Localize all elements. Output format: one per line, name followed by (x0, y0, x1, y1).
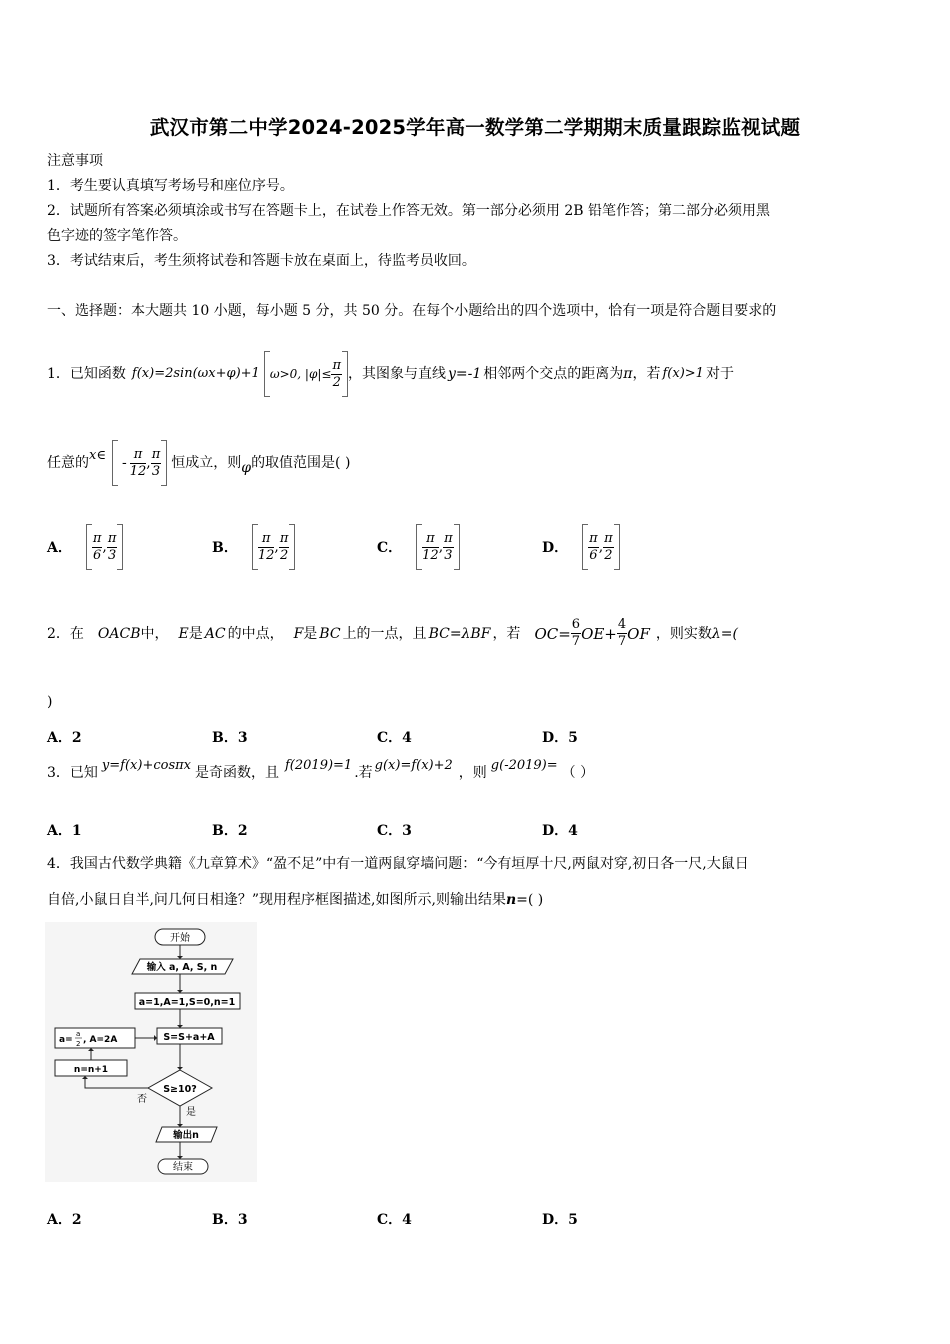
q3-number: 3． (47, 765, 70, 781)
q2-text-4: 的中点， (227, 625, 284, 642)
q1-option-a[interactable]: A． $\frac{\pi}{6}$ , $\frac{\pi}{3}$ (47, 524, 123, 570)
flow-a-num: a (76, 1030, 81, 1038)
q3-option-c-value: 3 (402, 823, 412, 839)
q4-option-d-label: D． (542, 1212, 569, 1228)
q1-a-d2: 3 (108, 547, 117, 563)
q1-option-b[interactable]: B． $\frac{\pi}{12}$ , $\frac{\pi}{2}$ (212, 524, 295, 570)
q1-b-n1: π (258, 531, 275, 548)
q2-close-paren: ) (47, 694, 53, 710)
q3-text-4: ，则 (458, 765, 487, 781)
flow-output-text: 输出n (173, 1130, 199, 1141)
q3-option-a[interactable] (47, 820, 82, 840)
q1-option-c-label: C． (377, 540, 403, 556)
q3-text-3: .若 (354, 765, 373, 781)
section-heading: 一、选择题：本大题共 10 小题，每小题 5 分，共 50 分。在每个小题给出的四个选项中，恰有一项是符合题目要求的 (47, 303, 777, 319)
q2-text-3: 是 (188, 625, 203, 642)
q1-c-n1: π (422, 531, 439, 548)
q2-option-a[interactable] (47, 727, 82, 747)
q3-option-c[interactable] (377, 820, 412, 840)
q1-d-n1: π (589, 530, 598, 546)
q3-text-2: 是奇函数，且 (195, 765, 279, 781)
q1-number: 1． (47, 366, 70, 382)
q4-option-d-value: 5 (568, 1212, 578, 1228)
q1-frac-den-3: 3 (151, 463, 161, 479)
flow-n-text: n=n+1 (73, 1065, 109, 1075)
q1-option-c[interactable]: C． $\frac{\pi}{12}$ , $\frac{\pi}{3}$ (377, 524, 460, 570)
q1-pi-over-12 (130, 447, 147, 480)
q2-text-2: 中， (140, 625, 169, 642)
q4-line-1: 4．我国古代数学典籍《九章算术》“盈不足”中有一道两鼠穿墙问题：“今有垣厚十尺,两鼠对穿,初日各一尺,大鼠日 (47, 856, 749, 872)
q2-frac-7: 7 (571, 634, 581, 649)
q2-frac-4: 4 (617, 617, 627, 632)
flow-a-eq: a= (59, 1035, 73, 1045)
q2-frac-7b: 7 (617, 634, 627, 649)
q1-frac-den: 2 (332, 374, 341, 390)
question-2-line1 (47, 617, 738, 650)
q1-minus: - (121, 455, 127, 471)
q1-option-d-label: D． (542, 540, 569, 556)
q4-option-a-value: 2 (71, 1212, 82, 1228)
q3-option-d-value: 4 (568, 823, 578, 839)
q2-option-d[interactable] (542, 727, 578, 747)
q4-line-2b: =( ) (516, 892, 544, 908)
notice-item-2a: 2．试题所有答案必须填涂或书写在答题卡上，在试卷上作答无效。第一部分必须用 2B 铅笔作答；第二部分必须用黑 (47, 203, 770, 219)
q1-a-n2: π (107, 530, 117, 546)
page-title: 武汉市第二中学2024-2025学年高一数学第二学期期末质量跟踪监视试题 (149, 116, 801, 139)
q2-segment-bc: BC (319, 625, 341, 642)
question-1-line2: 任意的 x∈ - $\frac{\pi}{12}$ , $\frac{\pi}{3}$ 恒成立，则 φ 的取值范围是( ) (47, 440, 350, 486)
flow-a-den: 2 (76, 1040, 81, 1048)
q3-option-c-label: C． (377, 823, 403, 839)
flowchart (45, 922, 257, 1182)
q4-option-a[interactable] (47, 1209, 82, 1229)
q1-frac-den-2: 12 (129, 463, 147, 479)
q2-oc: OC= (534, 624, 571, 643)
q1-interval-bracket-right (161, 440, 167, 486)
q1-d-d2: 2 (604, 547, 613, 563)
q1-b-n2: π (279, 530, 289, 546)
q3-g: g(x)=f(x)+2 (374, 758, 453, 773)
q4-option-c[interactable] (377, 1209, 412, 1229)
notice-item-1: 1．考生要认真填写考场号和座位序号。 (47, 178, 294, 194)
q2-option-c[interactable] (377, 727, 412, 747)
q1-d-d1: 6 (589, 547, 598, 563)
notice-item-3: 3．考试结束后，考生须将试卷和答题卡放在桌面上，待监考员收回。 (47, 253, 476, 269)
q4-option-b[interactable] (212, 1209, 248, 1229)
q4-option-d[interactable] (542, 1209, 578, 1229)
q2-option-a-label: A． (47, 730, 72, 746)
q3-option-b-value: 2 (237, 823, 248, 839)
q2-option-d-value: 5 (568, 730, 578, 746)
q2-number: 2． (47, 625, 70, 642)
q1-text-5: 对于 (705, 366, 734, 382)
q2-text-8: ，则实数 (655, 625, 712, 642)
q1-text-4: ，若 (632, 366, 661, 382)
q4-option-c-value: 4 (402, 1212, 412, 1228)
flow-start-text: 开始 (170, 933, 190, 944)
q1-frac-num-3: π (151, 446, 161, 462)
question-3 (47, 758, 595, 782)
q2-option-b-label: B． (212, 730, 238, 746)
q1-c-n2: π (444, 530, 453, 546)
q1-d-n2: π (604, 530, 613, 546)
notice-item-2b: 色字迹的签字笔作答。 (47, 228, 187, 244)
q1-frac-num-2: π (130, 447, 147, 464)
q1-frac-num: π (332, 357, 342, 373)
q1-text-1: 已知函数 (69, 366, 126, 382)
q4-line-2 (47, 891, 543, 909)
q2-relation: BC=λBF (428, 625, 491, 642)
q1-a-n1: π (92, 530, 102, 546)
flow-yes-label: 是 (186, 1107, 196, 1118)
q3-expr: y=f(x)+cosπx (101, 758, 191, 773)
q1-line-eq: y=-1 (448, 366, 482, 382)
q1-text-8: 的取值范围是( ) (251, 455, 351, 471)
q3-answer-blank: （ ） (561, 765, 595, 781)
q4-option-b-value: 3 (237, 1212, 248, 1228)
q2-text-7: ，若 (492, 625, 521, 642)
q1-phi: φ (241, 460, 252, 476)
flow-input-text: 输入 a, A, S, n (146, 962, 218, 973)
q1-text-7: 恒成立，则 (171, 455, 242, 471)
question-1-line1 (47, 351, 734, 397)
q1-text-3: 相邻两个交点的距离为 (483, 366, 624, 382)
flow-init-text: a=1,A=1,S=0,n=1 (138, 997, 236, 1008)
q2-segment-ac: AC (204, 625, 226, 642)
q4-option-a-label: A． (47, 1212, 72, 1228)
notice-heading: 注意事项 (47, 153, 103, 169)
q3-text-1: 已知 (69, 765, 98, 781)
q1-b-d2: 2 (279, 547, 289, 563)
q1-c-d2: 3 (444, 547, 453, 563)
q2-option-c-value: 4 (402, 730, 412, 746)
q1-text-2: ，其图象与直线 (348, 366, 447, 382)
q1-pi-over-2 (331, 358, 342, 391)
q2-option-b[interactable] (212, 727, 248, 747)
q1-c-d1: 12 (422, 547, 439, 563)
q3-option-b[interactable] (212, 820, 248, 840)
q3-g-neg: g(-2019)= (490, 758, 558, 773)
flow-no-label: 否 (137, 1094, 147, 1105)
q3-option-a-label: A． (47, 823, 72, 839)
q1-b-d1: 12 (257, 547, 275, 563)
q2-oe: OE+ (581, 624, 617, 643)
q2-option-a-value: 2 (71, 730, 82, 746)
q1-interval-bracket-left (112, 440, 118, 486)
q2-text-6: 上的一点，且 (342, 625, 427, 642)
q2-point-f: F (293, 625, 304, 642)
q2-shape: OACB (97, 625, 141, 642)
flow-end-text: 结束 (173, 1162, 193, 1173)
q1-fx-gt-1: f(x)>1 (662, 366, 704, 381)
q2-text-5: 是 (303, 625, 318, 642)
q1-option-d[interactable]: D． $\frac{\pi}{6}$ , $\frac{\pi}{2}$ (542, 524, 620, 570)
q4-option-c-label: C． (377, 1212, 403, 1228)
q1-a-d1: 6 (93, 547, 102, 563)
q3-option-b-label: B． (212, 823, 238, 839)
q3-option-d[interactable] (542, 820, 578, 840)
q4-line-2a: 自倍,小鼠日自半,问几何日相逢？”现用程序框图描述,如图所示,则输出结果 (47, 892, 506, 908)
flow-s-text: S=S+a+A (163, 1032, 215, 1043)
q3-f2019: f(2019)=1 (285, 758, 353, 773)
q2-text-1: 在 (69, 625, 84, 642)
q2-lambda: λ=( (711, 625, 738, 642)
q2-point-e: E (178, 625, 189, 642)
q2-option-b-value: 3 (237, 730, 248, 746)
q1-pi-over-3 (151, 447, 162, 480)
q1-pi: π (623, 366, 633, 382)
q3-option-d-label: D． (542, 823, 569, 839)
q2-option-c-label: C． (377, 730, 403, 746)
q2-of: OF (627, 624, 650, 643)
q1-x-in: x∈ (89, 448, 106, 463)
q1-condition: ω>0, |φ|≤ (269, 367, 332, 381)
flow-cond-text: S≥10? (163, 1084, 197, 1095)
q2-option-d-label: D． (542, 730, 569, 746)
q1-option-a-label: A． (47, 540, 72, 556)
q1-function: f(x)=2sin(ωx+φ)+1 (131, 366, 260, 381)
q3-option-a-value: 1 (71, 823, 82, 839)
q1-text-6: 任意的 (47, 455, 89, 471)
q4-n: n (505, 892, 517, 908)
q1-option-b-label: B． (212, 540, 238, 556)
q4-option-b-label: B． (212, 1212, 238, 1228)
flow-A-update: , A=2A (83, 1035, 118, 1045)
q2-frac-6: 6 (571, 617, 581, 632)
